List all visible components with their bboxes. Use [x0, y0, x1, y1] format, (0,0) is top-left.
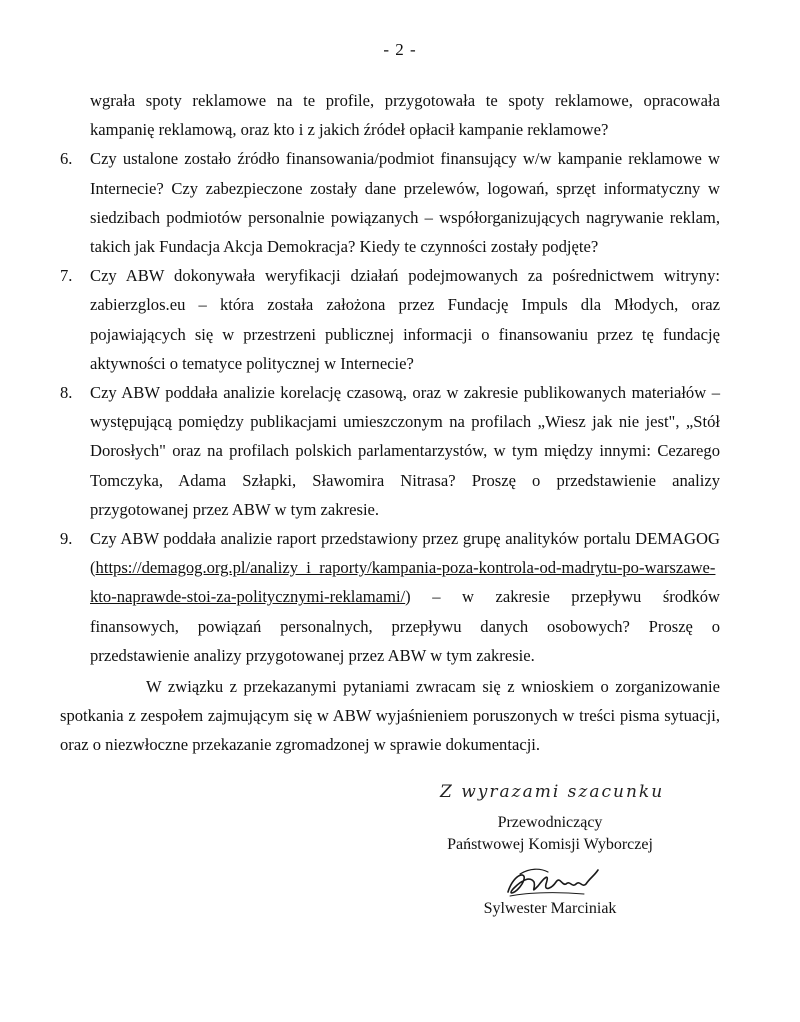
item-number: 8.: [60, 383, 73, 403]
closing-paragraph: W związku z przekazanymi pytaniami zwracam się z wnioskiem o zorganizowanie spotkania z zespołem zajmującym się w ABW wyjaśnieniem poruszonych w treści pisma sytuacji, oraz o niezwłoczne przekazanie zgromadzonej w sprawie dokumentacji.: [60, 677, 720, 755]
list-item: [60, 378, 720, 524]
item-text: Czy ABW dokonywała weryfikacji działań podejmowanych za pośrednictwem witryny: zabierzglos.eu – która została założona przez Fundację Impuls dla Młodych, oraz pojawiających się w przestrzeni publicznej informacji o finansowaniu przez tę fundację aktywności o tematyce politycznej w Internecie?: [90, 266, 720, 373]
signer-title-line1: Przewodniczący: [497, 814, 603, 831]
item-text-after: ) – w zakresie przepływu środków finansowych, powiązań personalnych, przepływu danych osobowych? Proszę o przedstawienie analizy przygotowanej przez ABW w tym zakresie.: [90, 587, 720, 665]
item-number: 7.: [60, 266, 73, 286]
item-text: Czy ustalone zostało źródło finansowania/podmiot finansujący w/w kampanie reklamowe w Internecie? Czy zabezpieczone zostały dane przelewów, logowań, sprzęt informatyczny w siedzibach podmiotów personalnie powiązanych – współorganizujących nagrywanie reklam, takich jak Fundacja Akcja Demokracja? Kiedy te czynności zostały podjęte?: [90, 149, 720, 257]
list-item: [60, 524, 720, 670]
continuation-paragraph: wgrała spoty reklamowe na te profile, przygotowała te spoty reklamowe, opracowała kampanię reklamową, oraz kto i z jakich źródeł opłacił kampanie reklamowe?: [90, 91, 720, 140]
list-item: [60, 144, 720, 261]
page-number: - 2 -: [383, 40, 417, 59]
handwritten-greeting: Z wyrazami szacunku: [440, 782, 665, 802]
demagog-report-link[interactable]: https://demagog.org.pl/analizy_i_raporty/kampania-poza-kontrola-od-madrytu-po-warszawe-kto-naprawde-stoi-za-politycznymi-reklamami/: [90, 558, 716, 607]
item-number: 6.: [60, 149, 73, 169]
item-text: Czy ABW poddała analizie korelację czasową, oraz w zakresie publikowanych materiałów – występującą pomiędzy publikacjami umieszczonym na profilach „Wiesz jak nie jest", „Stół Dorosłych" oraz na profilach polskich parlamentarzystów, w tym między innymi: Cezarego Tomczyka, Adama Szłapki, Sławomira Nitrasa? Proszę o przedstawienie analizy przygotowanej przez ABW w tym zakresie.: [90, 383, 720, 519]
signature-block: [420, 812, 680, 856]
letter-body: [60, 86, 720, 760]
signer-name: Sylwester Marciniak: [483, 900, 617, 917]
question-list: [60, 144, 720, 670]
item-number: 9.: [60, 529, 73, 549]
item-text-before: Czy ABW poddała analizie raport przedstawiony przez grupę analityków portalu DEMAGOG (: [90, 529, 720, 578]
signer-title-line2: Państwowej Komisji Wyborczej: [447, 836, 653, 853]
handwritten-signature-icon: [500, 862, 610, 902]
list-item: [60, 261, 720, 378]
